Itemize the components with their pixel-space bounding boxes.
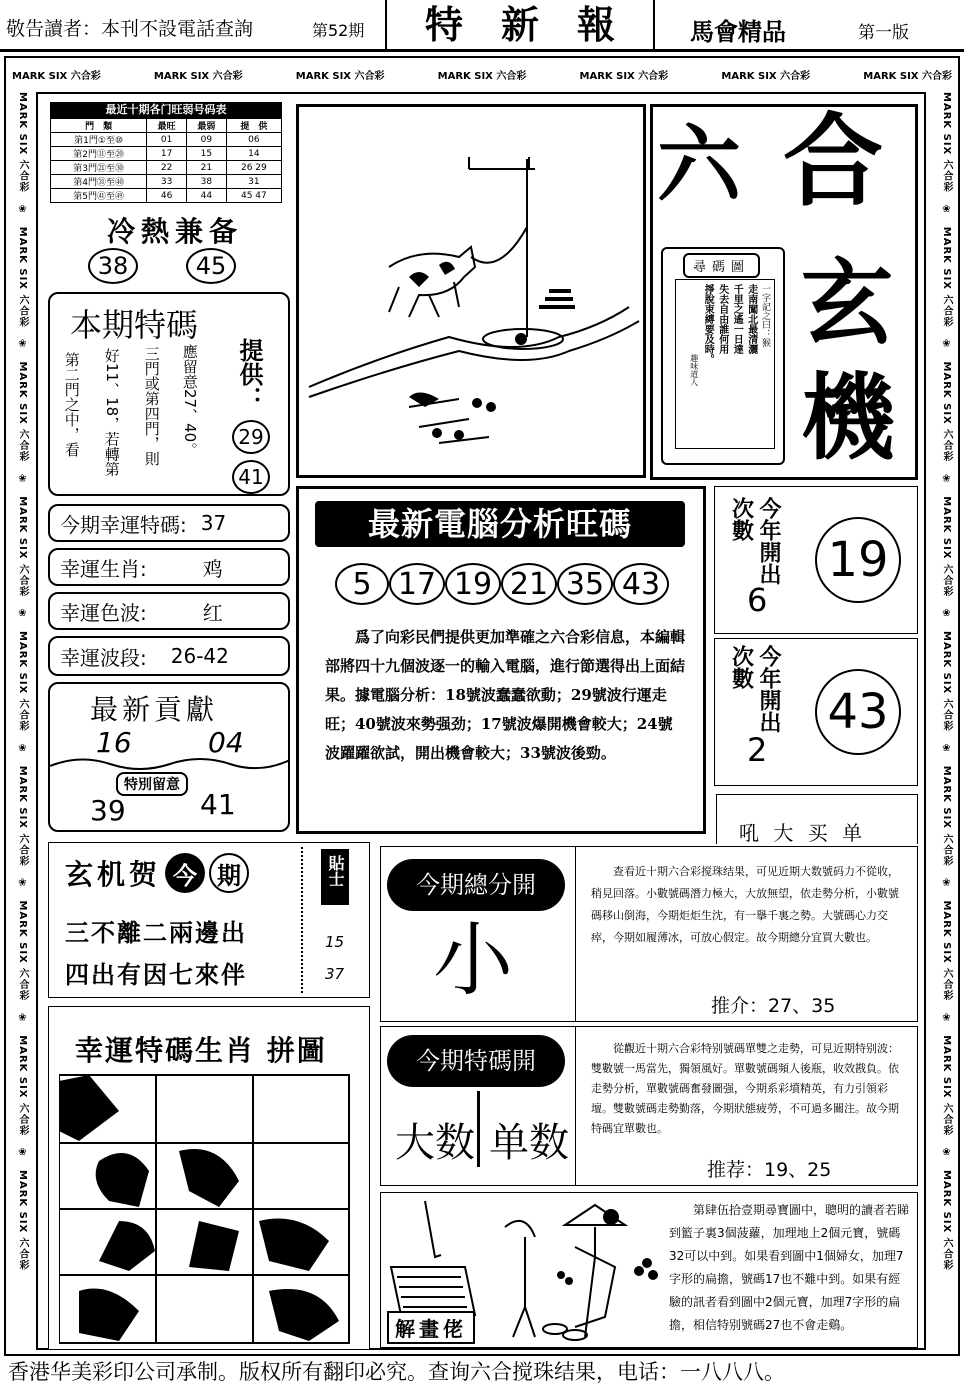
number-circle: 21 — [501, 563, 557, 605]
table-cell: 38 — [186, 175, 226, 189]
strip-label: MARK SIX 六合彩 — [941, 631, 952, 732]
total-label: 今期總分開 — [387, 859, 565, 911]
xuanji-box — [650, 104, 918, 480]
table-cell: 09 — [186, 133, 226, 147]
number-circle: 45 — [186, 248, 236, 284]
computer-analysis-box — [296, 486, 706, 834]
computer-text: 爲了向彩民們提供更加準確之六合彩信息，本編輯部將四十九個波逐一的輸入電腦，進行節選得出上面結果。據電腦分析：18號波蠢蠢欲動；29號波行運走旺；40號波來勢强劲；17號波爆開機會較大；24號波躍躍欲試，開出機會較大；33號波後勁。 — [325, 628, 686, 762]
lucky-color-value: 红 — [202, 600, 223, 625]
table-cell: 46 — [147, 189, 187, 203]
contribution-bottom-num: 41 — [200, 788, 236, 821]
lucky-color-label: 幸運色波: — [60, 600, 147, 625]
xuanji-title-char: 機 — [801, 363, 896, 473]
strip-label: MARK SIX 六合彩 — [941, 496, 952, 597]
lucky-zodiac-label: 幸運生肖: — [60, 556, 147, 581]
computer-title: 最新電腦分析旺碼 — [315, 501, 685, 547]
special-open-text: 從觀近十期六合彩特别號碼單雙之走勢，可見近期特别波：雙數號一馬當先，獨領風好。單數號碼頻人後瓶，收效戡負。依走勢分析，單數號碼奮發圖强，今期系彩墳精英，有力引領彩壇。雙數號碼走勢勤落，今期狀態疲勞，不可過多關注。故今期特碼宜單數也。 — [591, 1042, 899, 1135]
horse-drawing — [299, 107, 643, 475]
poem-line: 掙脫束縛要及時。 — [702, 284, 714, 364]
newspaper-title: 特 新 報 — [424, 2, 615, 47]
strip-label: MARK SIX 六合彩 — [17, 226, 28, 328]
mystery-title-badge: 期 — [209, 853, 249, 893]
col-header: 最旺 — [147, 119, 187, 133]
col-header: 提 供 — [226, 119, 281, 133]
stats-box-1 — [714, 486, 918, 634]
strip-label: MARK SIX 六合彩 — [17, 1035, 28, 1136]
strip-label: MARK SIX 六合彩 — [941, 92, 952, 193]
number-circle: 5 — [335, 563, 389, 605]
horse-illustration — [296, 104, 646, 478]
rank-table — [50, 118, 282, 203]
provide-label: 提供： — [235, 338, 263, 410]
table-cell: 14 — [226, 147, 281, 161]
right-strip: MARK SIX 六合彩 ❀ MARK SIX 六合彩 ❀ MARK SIX 六合彩 ❀ MARK SIX 六合彩 ❀ MARK SIX 六合彩 ❀ MARK SIX 六合彩 ❀ MARK SIX 六合彩 ❀ MARK SIX 六合彩 ❀ MARK SIX 六合彩 — [941, 92, 952, 1271]
mystery-line: 四出有因七來伴 — [65, 961, 247, 989]
table-cell: 22 — [147, 161, 187, 175]
shout-title: 吼 大 买 单 — [739, 821, 867, 845]
tips-number: 37 — [325, 965, 345, 983]
treasure-hunt-label: 解畫佬 — [387, 1311, 475, 1344]
total-recommend: 推介：27、35 — [711, 995, 836, 1017]
table-cell: 21 — [186, 161, 226, 175]
wave-divider — [50, 754, 290, 774]
number-circle: 38 — [88, 248, 138, 284]
table-cell: 44 — [186, 189, 226, 203]
contribution-title: 最新貢獻 — [90, 693, 219, 726]
table-row — [51, 175, 282, 189]
table-cell: 第4門㉛至㊵ — [51, 175, 147, 189]
stat-number-circle: 43 — [815, 669, 901, 755]
table-row — [51, 189, 282, 203]
col-header: 最弱 — [186, 119, 226, 133]
lucky-zodiac-row — [48, 548, 290, 586]
number-circle: 43 — [613, 563, 669, 605]
strip-label: MARK SIX 六合彩 — [17, 765, 28, 867]
xuanji-title-char: 六 — [657, 115, 742, 214]
edition-label: 第一版 — [858, 23, 909, 43]
special-open-label: 今期特碼開 — [387, 1035, 565, 1087]
table-cell: 45 47 — [226, 189, 281, 203]
contribution-bottom-num: 39 — [90, 794, 126, 827]
strip-label: MARK SIX 六合彩 — [941, 226, 952, 328]
tips-label: 貼士 — [321, 849, 349, 905]
lucky-number-row — [48, 504, 290, 542]
header — [0, 0, 964, 52]
number-circle: 29 — [232, 420, 270, 454]
section-divider — [575, 1027, 576, 1185]
zodiac-puzzle-box — [48, 1006, 370, 1350]
strip-label: MARK SIX 六合彩 — [12, 70, 101, 82]
contribution-box — [48, 682, 290, 832]
cold-hot-numbers — [88, 248, 288, 284]
special-text-col: 好11、18，若轉第 — [102, 348, 121, 477]
title-frame — [385, 0, 655, 52]
special-code-box — [48, 292, 290, 496]
number-circle: 19 — [445, 563, 501, 605]
footer: 香港华美彩印公司承制。版权所有翻印必究。查询六合搅珠结果，电话：一八八八。 — [8, 1360, 785, 1384]
stat-number-circle: 19 — [815, 517, 901, 603]
table-cell: 15 — [186, 147, 226, 161]
stat-label: 今年開出次數 — [728, 645, 781, 733]
mystery-title-text: 玄机贺 — [65, 858, 162, 891]
contribution-top-num: 04 — [208, 726, 244, 759]
special-title: 本期特碼 — [70, 306, 199, 344]
strip-label: MARK SIX 六合彩 — [437, 70, 527, 82]
special-open-recommend: 推荐：19、25 — [707, 1159, 832, 1181]
table-row — [51, 147, 282, 161]
strip-label: MARK SIX 六合彩 — [941, 900, 952, 1002]
strip-label: MARK SIX 六合彩 — [17, 900, 28, 1002]
table-cell: 第2門⑪至⑳ — [51, 147, 147, 161]
mystery-line: 三不離二兩邊出 — [65, 919, 247, 947]
table-cell: 第1門①至⑩ — [51, 133, 147, 147]
total-text: 查看近十期六合彩搅珠结果，可见近期大数號码力不從收，稍見回落。小數號碼潛力極大，大放無望，依走勢分析，小數號碼移山倒海，今期炬炬生沈，有一擧千裏之勢。大號碼心力交瘁，今期如履薄冰，可放心假定。故今期總分宜買大數也。 — [591, 865, 899, 944]
lucky-number-label: 今期幸運特碼: — [60, 512, 187, 537]
strip-label: MARK SIX 六合彩 — [17, 92, 28, 193]
total-box — [380, 846, 918, 1022]
stats-box-2 — [714, 638, 918, 786]
table-cell: 31 — [226, 175, 281, 189]
lucky-color-row — [48, 592, 290, 630]
stat-label: 今年開出次數 — [728, 497, 781, 585]
strip-label: MARK SIX 六合彩 — [941, 1170, 952, 1271]
mystery-title-badge: 今 — [165, 853, 205, 893]
rank-table-title: 最近十期各门旺弱号码表 — [50, 102, 282, 118]
lucky-range-label: 幸運波段: — [60, 645, 147, 670]
contribution-top-num: 16 — [96, 726, 132, 759]
stat-count: 2 — [747, 731, 768, 769]
strip-label: MARK SIX 六合彩 — [721, 70, 811, 82]
poem-line: 失去自由誰何用 — [716, 284, 728, 354]
special-text-col: 第二門之中，看 — [62, 352, 81, 457]
table-cell: 第3門㉑至㉚ — [51, 161, 147, 175]
issue-number: 第52期 — [312, 21, 365, 40]
strip-label: MARK SIX 六合彩 — [941, 765, 952, 867]
header-brand: 馬會精品 — [690, 18, 786, 46]
number-circle: 35 — [557, 563, 613, 605]
total-value: 小 — [433, 914, 513, 1007]
strip-label: MARK SIX 六合彩 — [295, 70, 385, 82]
table-cell: 01 — [147, 133, 187, 147]
table-cell: 17 — [147, 147, 187, 161]
col-header: 門 類 — [51, 119, 147, 133]
cold-hot-title: 冷熱兼备 — [106, 215, 243, 248]
tips-number: 15 — [325, 933, 345, 951]
table-cell: 33 — [147, 175, 187, 189]
stat-count: 6 — [747, 581, 768, 619]
scroll-signature: 趣味道人 — [689, 354, 699, 386]
mystery-title — [65, 853, 249, 893]
number-circle: 41 — [232, 460, 270, 494]
header-notice: 敬告讀者：本刊不設電話查詢 — [6, 18, 254, 40]
left-strip: MARK SIX 六合彩 ❀ MARK SIX 六合彩 ❀ MARK SIX 六合彩 ❀ MARK SIX 六合彩 ❀ MARK SIX 六合彩 ❀ MARK SIX 六合彩 ❀ MARK SIX 六合彩 ❀ MARK SIX 六合彩 ❀ MARK SIX 六合彩 — [17, 92, 28, 1271]
xuanji-title-char: 玄 — [801, 249, 894, 357]
poem-line: 走南闖北最清灑 — [745, 284, 757, 354]
strip-label: MARK SIX 六合彩 — [17, 631, 28, 732]
lucky-number-value: 37 — [200, 511, 227, 535]
scroll-tag: 尋碼圖 — [683, 253, 760, 278]
puzzle-image — [59, 1071, 359, 1347]
lucky-zodiac-value: 鸡 — [202, 556, 223, 581]
rank-table-box — [50, 102, 282, 202]
table-row — [51, 161, 282, 175]
special-open-box — [380, 1026, 918, 1186]
strip-label: MARK SIX 六合彩 — [941, 361, 952, 463]
top-strip — [12, 64, 952, 84]
strip-label: MARK SIX 六合彩 — [17, 1170, 28, 1271]
strip-label: MARK SIX 六合彩 — [863, 70, 952, 82]
shout-box — [716, 794, 918, 844]
table-cell: 第5門㊶至㊾ — [51, 189, 147, 203]
table-row — [51, 133, 282, 147]
treasure-hunt-box — [380, 1192, 918, 1348]
special-open-value: 单数 — [489, 1120, 569, 1166]
table-cell: 26 29 — [226, 161, 281, 175]
number-circle: 17 — [389, 563, 445, 605]
table-cell: 06 — [226, 133, 281, 147]
value-divider — [477, 1091, 480, 1167]
lucky-range-value: 26-42 — [170, 644, 229, 668]
special-open-value: 大数 — [395, 1120, 475, 1166]
treasure-hunt-text: 第肆伍拾壹期尋寶圖中，聰明的讀者若睇到籃子裏3個菠蘿，加理地上2個元寶，號碼32可以中到。如果看到圖中1個婦女，加理7字形的扁擔，號碼17也不難中到。如果有經驗的訊者看到圖中2個元寶，加理7字形的扁擔，相信特别號碼27也不會走鷄。 — [669, 1203, 910, 1332]
lucky-range-row — [48, 636, 290, 676]
strip-label: MARK SIX 六合彩 — [941, 1035, 952, 1136]
section-divider — [575, 847, 576, 1021]
special-text-col: 應留意27、40。 — [180, 344, 199, 458]
special-text-col: 三門或第四門，則 — [142, 346, 161, 466]
puzzle-title: 幸運特碼生肖 拼圖 — [75, 1034, 327, 1067]
mystery-box — [48, 842, 370, 998]
poem-line: 千里之遙一日達 — [731, 284, 743, 354]
xuanji-title-char: 合 — [783, 102, 883, 220]
scroll-note: 一字記之曰：猴 — [760, 284, 770, 347]
strip-label: MARK SIX 六合彩 — [153, 70, 243, 82]
dot-divider — [301, 847, 303, 993]
scroll-panel — [661, 247, 785, 465]
strip-label: MARK SIX 六合彩 — [17, 361, 28, 463]
strip-label: MARK SIX 六合彩 — [17, 496, 28, 597]
contribution-note: 特別留意 — [116, 772, 188, 796]
scroll-poem — [675, 279, 775, 449]
computer-numbers — [335, 563, 669, 605]
strip-label: MARK SIX 六合彩 — [579, 70, 669, 82]
